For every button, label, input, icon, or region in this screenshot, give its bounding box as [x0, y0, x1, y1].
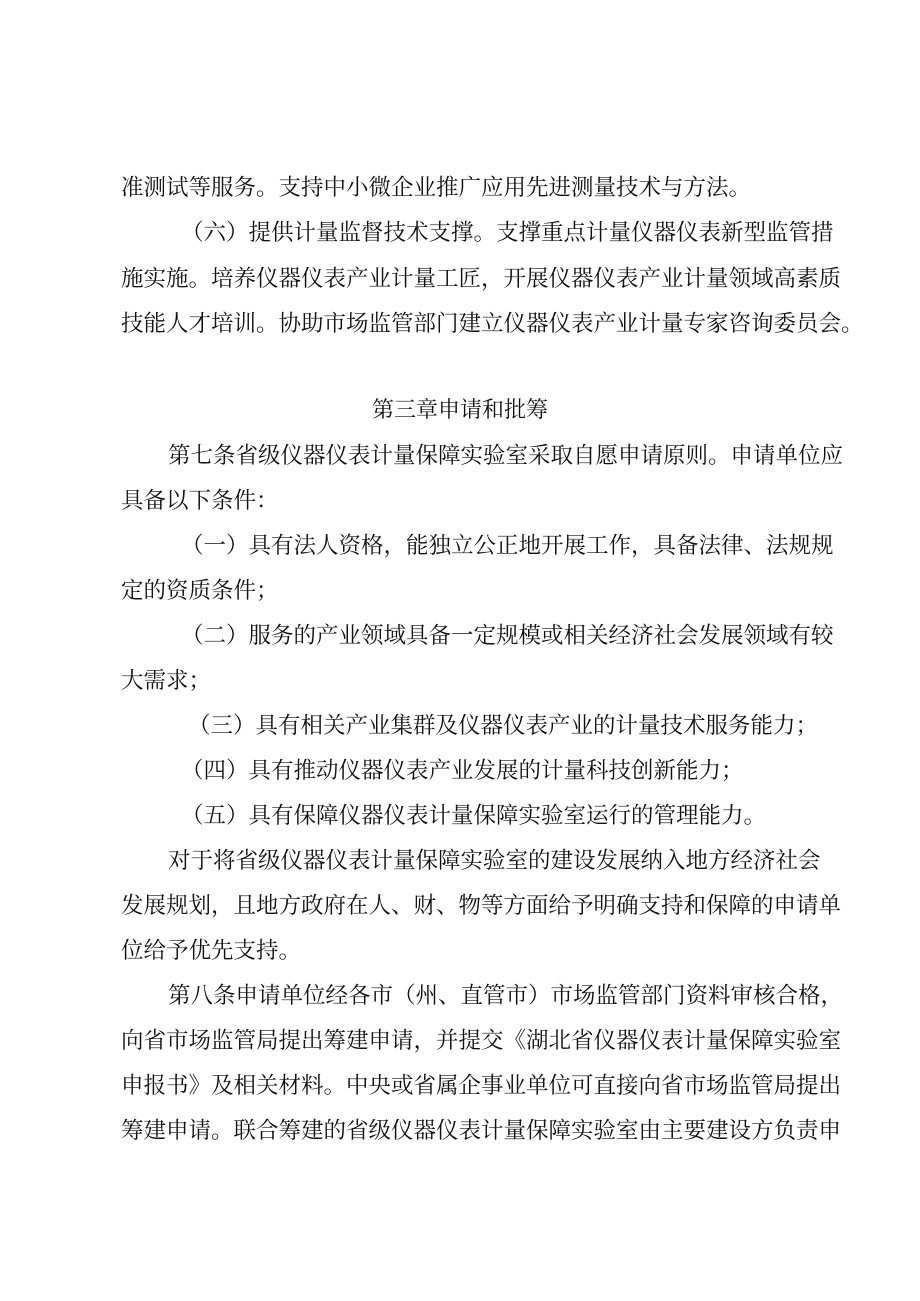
chapter-title: 第三章申请和批筹: [371, 398, 548, 423]
paragraph-line: 对于将省级仪器仪表计量保障实验室的建设发展纳入地方经济社会: [168, 848, 821, 874]
paragraph-line: 第七条省级仪器仪表计量保障实验室采取自愿申请原则。申请单位应: [168, 443, 844, 469]
paragraph-line: 准测试等服务。支持中小微企业推广应用先进测量技术与方法。: [121, 175, 752, 201]
paragraph-line: 施实施。培养仪器仪表产业计量工匠，开展仪器仪表产业计量领域高素质: [121, 266, 842, 292]
paragraph-line: （三）具有相关产业集群及仪器仪表产业的计量技术服务能力；: [188, 713, 819, 739]
paragraph-line: 发展规划，且地方政府在人、财、物等方面给予明确支持和保障的申请单: [121, 893, 842, 919]
paragraph-line: 定的资质条件；: [121, 578, 279, 604]
paragraph-line: （二）服务的产业领域具备一定规模或相关经济社会发展领域有较: [181, 623, 834, 649]
paragraph-line: 具备以下条件：: [121, 488, 279, 514]
paragraph-line: 大需求；: [121, 668, 212, 694]
paragraph-line: 申报书》及相关材料。中央或省属企事业单位可直接向省市场监管局提出: [121, 1073, 842, 1099]
paragraph-line: 向省市场监管局提出筹建申请，并提交《湖北省仪器仪表计量保障实验室: [121, 1028, 842, 1054]
paragraph-line: 技能人才培训。协助市场监管部门建立仪器仪表产业计量专家咨询委员会。: [121, 311, 864, 337]
paragraph-line: （一）具有法人资格，能独立公正地开展工作，具备法律、法规规: [181, 533, 834, 559]
paragraph-line: 筹建申请。联合筹建的省级仪器仪表计量保障实验室由主要建设方负责申: [121, 1118, 842, 1144]
paragraph-line: （四）具有推动仪器仪表产业发展的计量科技创新能力；: [181, 758, 744, 784]
paragraph-line: 位给予优先支持。: [121, 938, 302, 964]
paragraph-line: （五）具有保障仪器仪表计量保障实验室运行的管理能力。: [181, 803, 767, 829]
paragraph-line: 第八条申请单位经各市（州、直管市）市场监管部门资料审核合格，: [168, 983, 844, 1009]
paragraph-line: （六）提供计量监督技术支撑。支撑重点计量仪器仪表新型监管措: [181, 220, 834, 246]
